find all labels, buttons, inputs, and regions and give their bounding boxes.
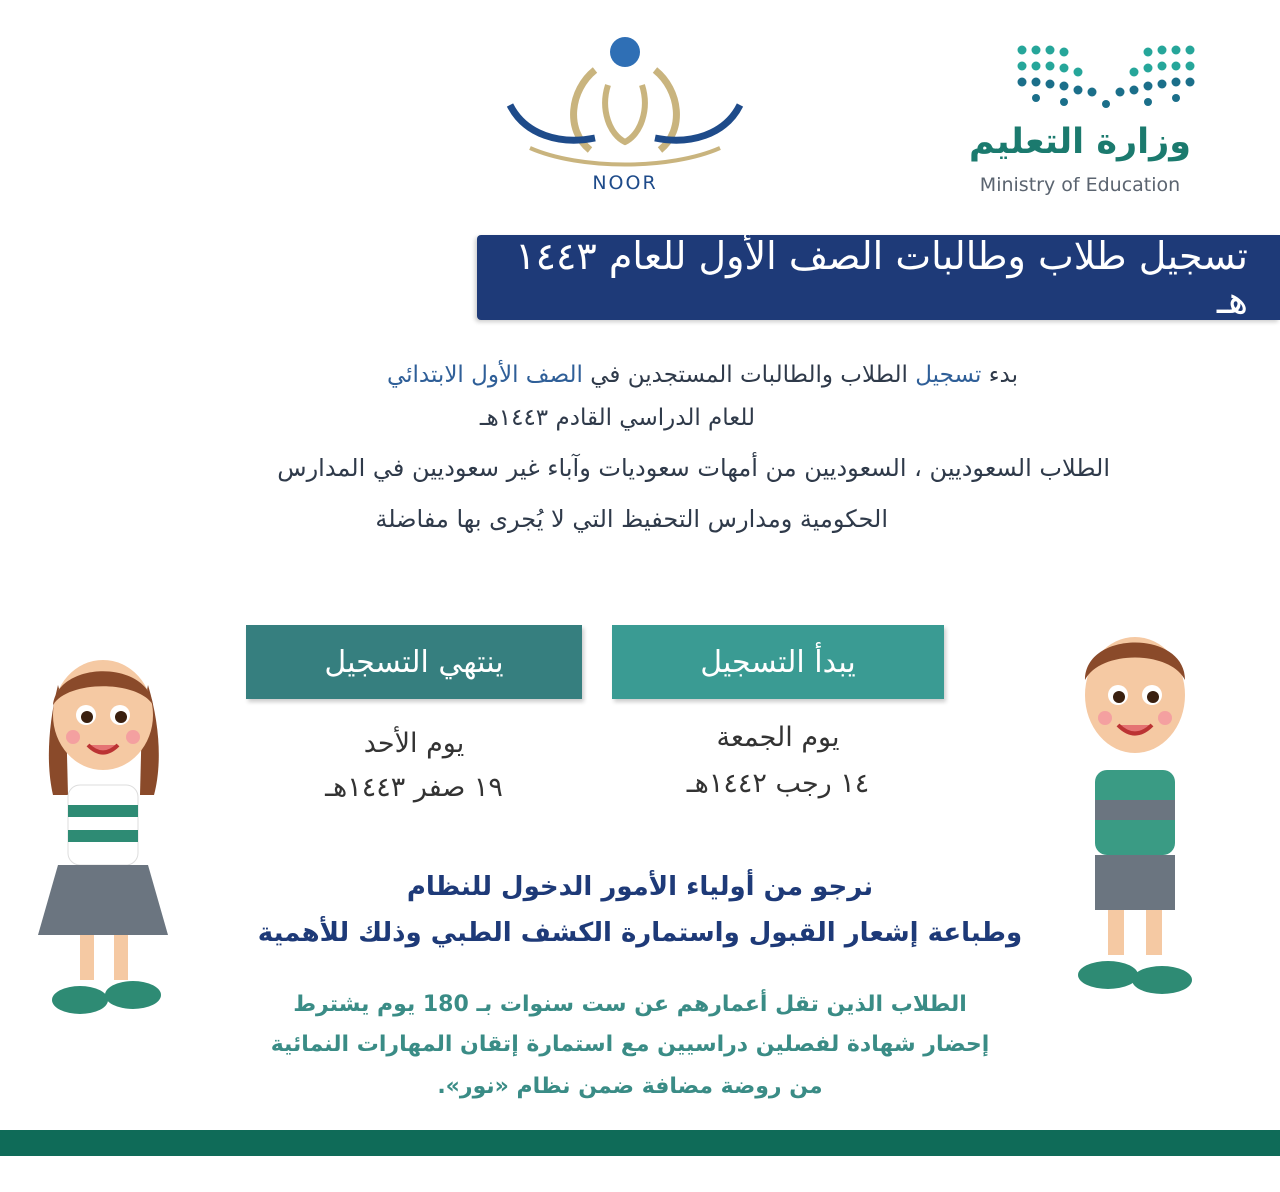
- registration-end-day: يوم الأحد: [363, 728, 465, 759]
- registration-start-date: ١٤ رجب ١٤٤٢هـ: [686, 768, 870, 799]
- registration-start-day: يوم الجمعة: [716, 722, 840, 753]
- note-line-3: من روضة مضافة ضمن نظام «نور».: [437, 1074, 823, 1099]
- intro-middle: الطلاب والطالبات المستجدين في: [590, 362, 908, 388]
- ministry-name-english: Ministry of Education: [979, 174, 1181, 196]
- bottom-bar: [0, 1130, 1280, 1156]
- intro-line-4: الحكومية ومدارس التحفيظ التي لا يُجرى بها مفاضلة: [375, 505, 888, 533]
- note-line-1: الطلاب الذين تقل أعمارهم عن ست سنوات بـ 180 يوم يشترط: [293, 992, 967, 1017]
- instruction-line-1: نرجو من أولياء الأمور الدخول للنظام: [406, 872, 874, 902]
- registration-end-label: ينتهي التسجيل: [246, 625, 582, 699]
- page-title: تسجيل طلاب وطالبات الصف الأول للعام ١٤٤٣ هـ: [515, 233, 1248, 322]
- boy-illustration-icon: [1070, 620, 1200, 1005]
- intro-line-1: [118, 362, 1018, 388]
- noor-logo-label: NOOR: [592, 172, 658, 194]
- intro-line-3: الطلاب السعوديين ، السعوديين من أمهات سعوديات وآباء غير سعوديين في المدارس: [277, 454, 1110, 482]
- intro-highlight-grade: الصف الأول الابتدائي: [386, 362, 583, 388]
- intro-prefix: بدء: [988, 362, 1018, 388]
- registration-start-label: يبدأ التسجيل: [612, 625, 944, 699]
- intro-highlight-registration: تسجيل: [915, 362, 982, 388]
- registration-end-date: ١٩ صفر ١٤٤٣هـ: [325, 772, 503, 803]
- ministry-logo: [960, 40, 1220, 205]
- instruction-line-2: وطباعة إشعار القبول واستمارة الكشف الطبي وذلك للأهمية: [257, 918, 1023, 948]
- noor-logo: [500, 30, 750, 200]
- title-banner: [477, 235, 1280, 320]
- intro-line-2: للعام الدراسي القادم ١٤٤٣هـ: [479, 405, 755, 431]
- ministry-name-arabic: وزارة التعليم: [968, 122, 1192, 162]
- noor-emblem-icon: [500, 30, 750, 180]
- ministry-dots-logo-icon: [1012, 40, 1200, 110]
- note-line-2: إحضار شهادة لفصلين دراسيين مع استمارة إتقان المهارات النمائية: [270, 1032, 990, 1057]
- girl-illustration-icon: [28, 645, 178, 1035]
